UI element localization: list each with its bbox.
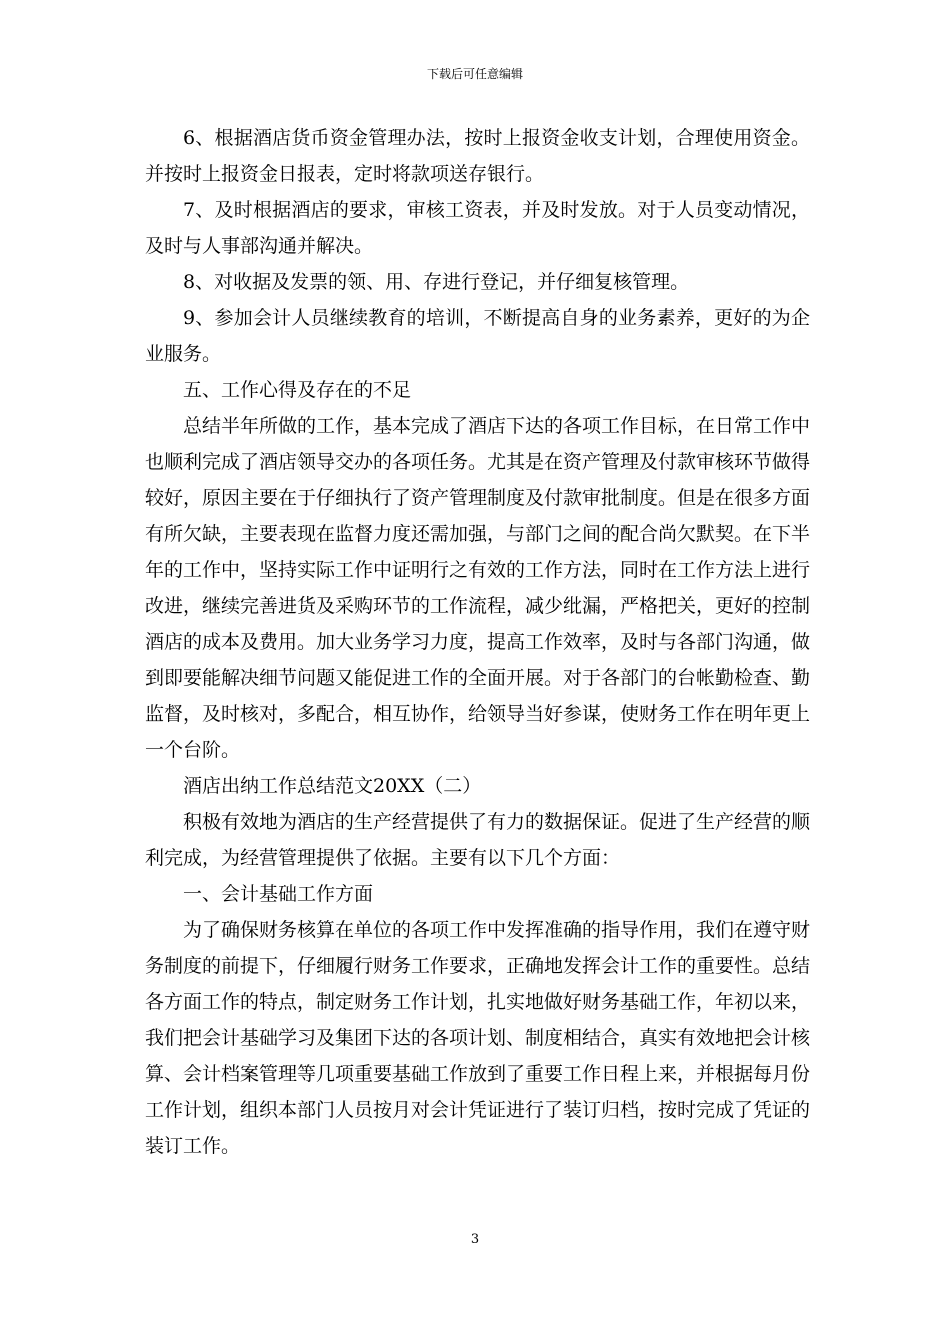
paragraph-intro: 积极有效地为酒店的生产经营提供了有力的数据保证。促进了生产经营的顺利完成，为经营管理提供了依据。主要有以下几个方面：: [145, 811, 811, 869]
article-title: 酒店出纳工作总结范文20XX（二）: [183, 775, 482, 797]
page-header: 下载后可任意编辑: [426, 67, 523, 81]
paragraph-item-7: 7、及时根据酒店的要求，审核工资表，并及时发放。对于人员变动情况，及时与人事部沟通并解决。: [145, 199, 810, 257]
paragraph-item-6: 6、根据酒店货币资金管理办法，按时上报资金收支计划，合理使用资金。并按时上报资金日报表，定时将款项送存银行。: [145, 127, 810, 185]
document-body: [145, 120, 810, 1164]
section-heading-5: 五、工作心得及存在的不足: [183, 379, 412, 401]
paragraph-summary: 总结半年所做的工作，基本完成了酒店下达的各项工作目标，在日常工作中也顺利完成了酒店领导交办的各项任务。尤其是在资产管理及付款审核环节做得较好，原因主要在于仔细执行了资产管理制度及付款审批制度。但是在很多方面有所欠缺，主要表现在监督力度还需加强，与部门之间的配合尚欠默契。在下半年的工作中，坚持实际工作中证明行之有效的工作方法，同时在工作方法上进行改进，继续完善进货及采购环节的工作流程，减少纰漏，严格把关，更好的控制酒店的成本及费用。加大业务学习力度，提高工作效率，及时与各部门沟通，做到即要能解决细节问题又能促进工作的全面开展。对于各部门的台帐勤检查、勤监督，及时核对，多配合，相互协作，给领导当好参谋，使财务工作在明年更上一个台阶。: [145, 415, 811, 761]
paragraph-item-8: 8、对收据及发票的领、用、存进行登记，并仔细复核管理。: [183, 271, 690, 293]
page-number: 3: [470, 1232, 480, 1247]
paragraph-accounting-basics: 为了确保财务核算在单位的各项工作中发挥准确的指导作用，我们在遵守财务制度的前提下，仔细履行财务工作要求，正确地发挥会计工作的重要性。总结各方面工作的特点，制定财务工作计划，扎实地做好财务基础工作，年初以来，我们把会计基础学习及集团下达的各项计划、制度相结合，真实有效地把会计核算、会计档案管理等几项重要基础工作放到了重要工作日程上来，并根据每月份工作计划，组织本部门人员按月对会计凭证进行了装订归档，按时完成了凭证的装订工作。: [145, 919, 811, 1157]
section-heading-1: 一、会计基础工作方面: [183, 883, 374, 905]
paragraph-item-9: 9、参加会计人员继续教育的培训，不断提高自身的业务素养，更好的为企业服务。: [145, 307, 810, 365]
